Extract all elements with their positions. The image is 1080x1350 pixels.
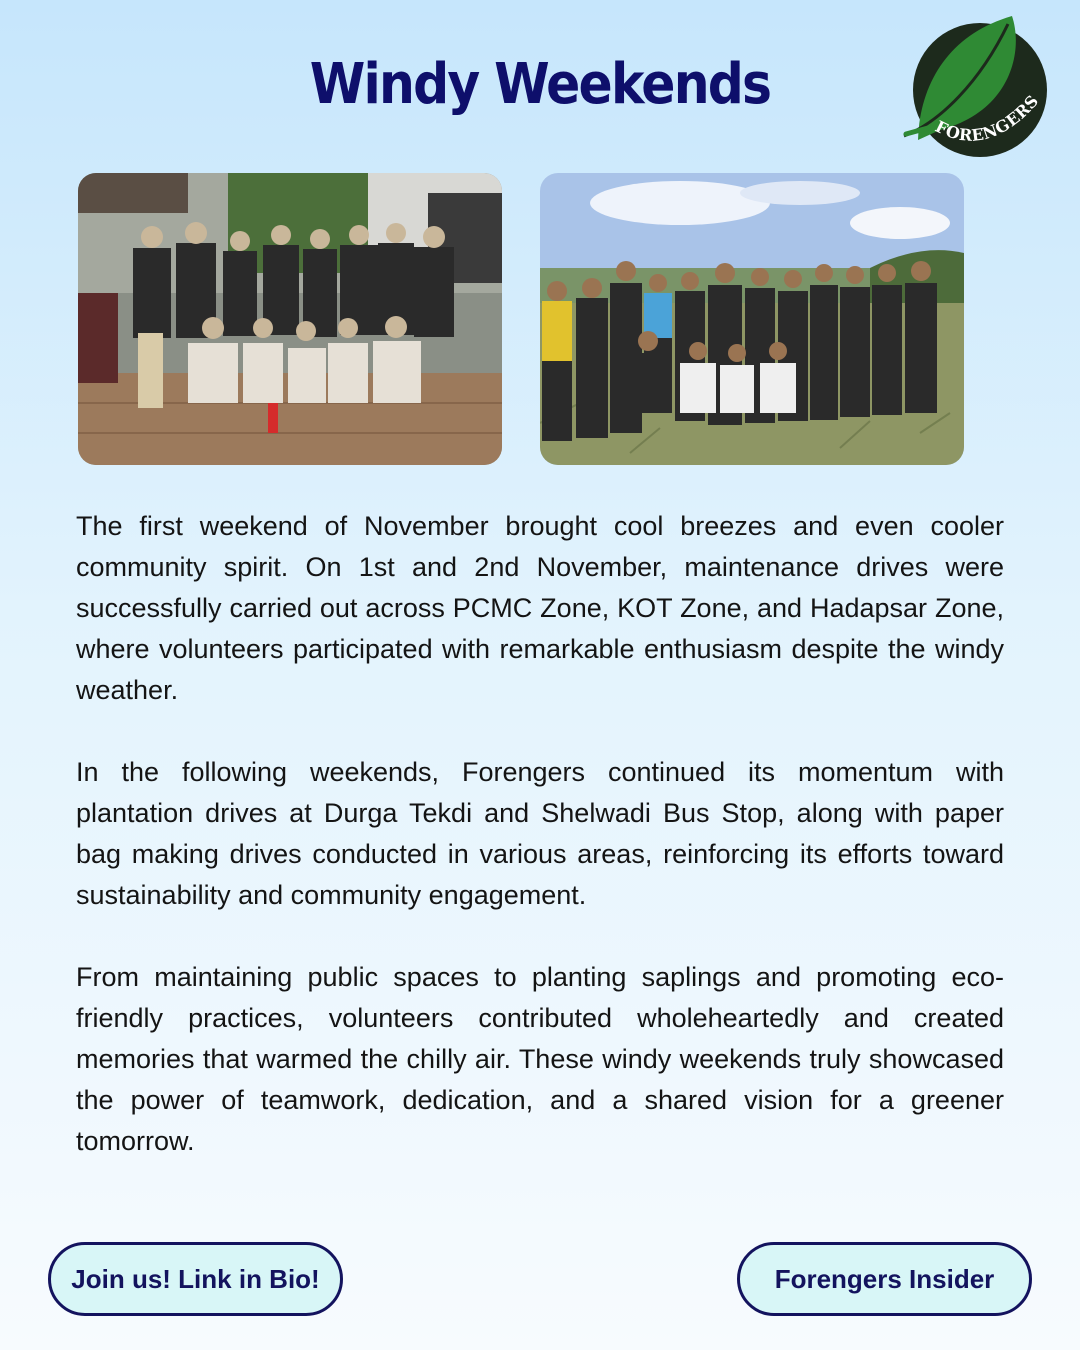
join-us-button[interactable]: Join us! Link in Bio! [48,1242,343,1316]
team-photo-field [540,173,964,465]
page-title: Windy Weekends [309,52,771,117]
article-paragraph-2: In the following weekends, Forengers continued its momentum with plantation drives at Durga Tekdi and Shelwadi Bus Stop, along with paper bag making drives conducted in various areas, reinforcing its efforts toward sustainability and community engagement. [76,757,1004,910]
article-body [76,506,1004,1203]
article-paragraph-3: From maintaining public spaces to planting saplings and promoting eco-friendly practices, volunteers contributed wholeheartedly and created memories that warmed the chilly air. These windy weekends truly showcased the power of teamwork, dedication, and a shared vision for a greener tomorrow. [76,962,1004,1156]
article-paragraph-1: The first weekend of November brought cool breezes and even cooler community spirit. On 1st and 2nd November, maintenance drives were successfully carried out across PCMC Zone, KOT Zone, and Hadapsar Zone, where volunteers participated with remarkable enthusiasm despite the windy weather. [76,511,1004,705]
logo-text: FORENGERS [932,91,1043,146]
forengers-logo [900,12,1050,160]
forengers-insider-button[interactable]: Forengers Insider [737,1242,1032,1316]
team-photo-street [78,173,502,465]
